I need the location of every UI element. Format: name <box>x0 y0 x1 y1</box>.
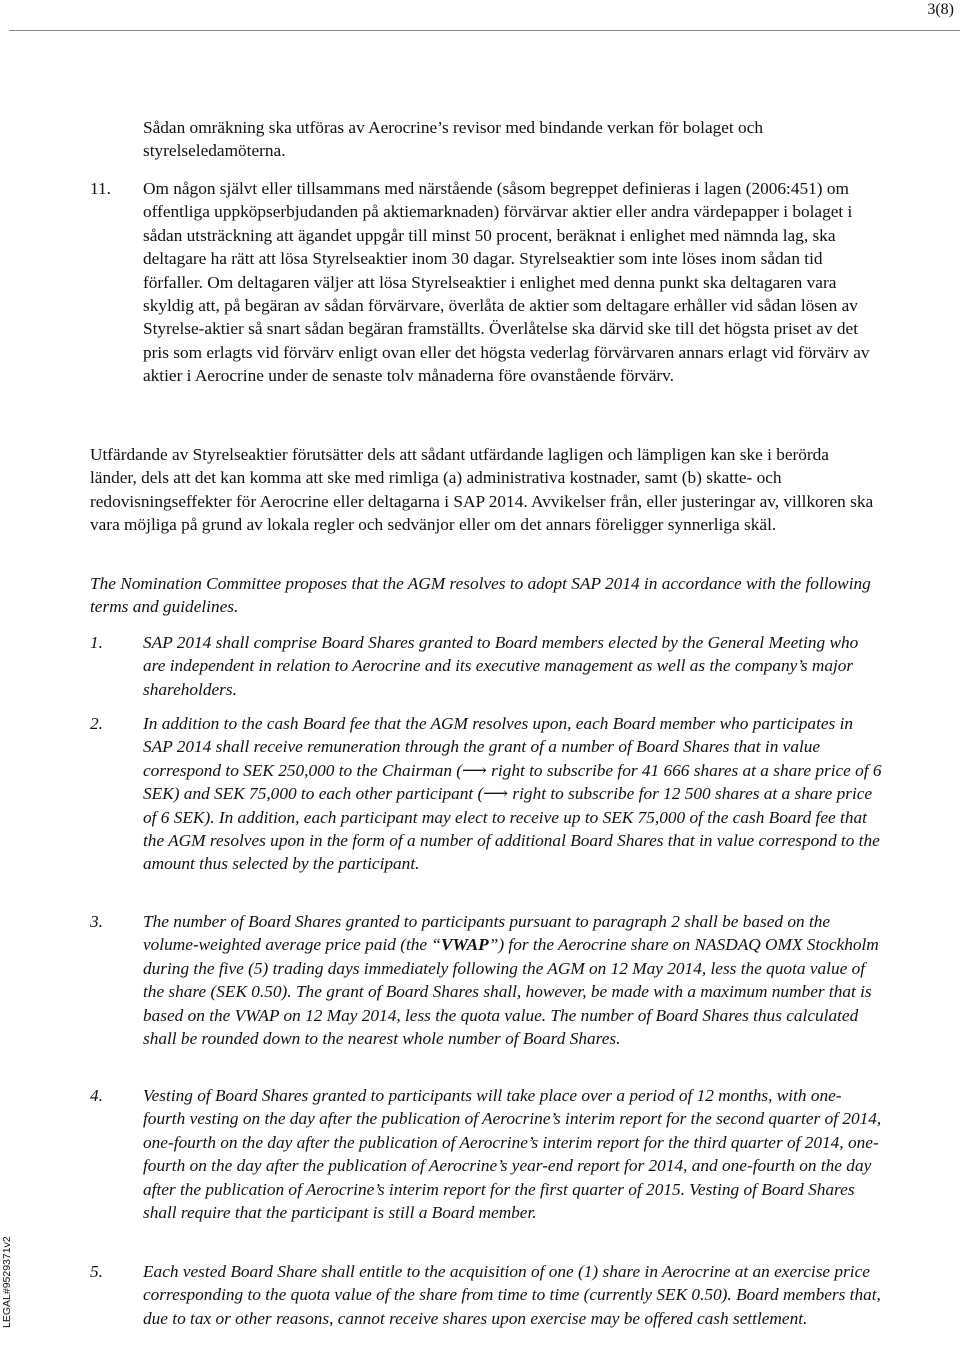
paragraph-nomination-intro: The Nomination Committee proposes that the AGM resolves to adopt SAP 2014 in accordance with the following terms and guidelines. <box>90 574 871 617</box>
item-number: 3. <box>90 912 103 931</box>
item-number: 1. <box>90 633 103 652</box>
item-text-part: The number of Board Shares granted to participants pursuant to paragraph 2 shall be based on the volume-weighted average price paid (the “ <box>143 912 831 955</box>
item-text: Om någon självt eller tillsammans med närstående (såsom begreppet definieras i lagen (2006:451) om offentliga uppköpserbjudanden på aktiemarknaden) förvärvar aktier eller andra värdepapper i bolaget i sådan utsträckning att ägandet uppgår till minst 50 procent, beräknat i enlighet med nämnda lag, ska deltagare ha rätt att lösa Styrelseaktier inom 30 dagar. Styrelseaktier som inte löses inom sådan tid förfaller. Om deltagaren väljer att lösa Styrelseaktier i enlighet med denna punkt ska deltagaren vara skyldig att, på begäran av sådan förvärvare, överlåta de aktier som deltagare erhåller vid sådan lösen av Styrelse-aktier så snart sådan begäran framställts. Överlåtelse ska därvid ske till det högsta priset av det pris som erlagts vid förvärv enligt ovan eller det högsta vederlag förvärvaren annars erlagt vid förvärv av aktier i Aerocrine under de senaste tolv månaderna före ovanstående förvärv. <box>143 179 870 386</box>
paragraph-issuance-conditions: Utfärdande av Styrelseaktier förutsätter dels att sådant utfärdande lagligen och lämpligen kan ske i berörda länder, dels att det kan komma att ske med rimliga (a) administrativa kostnader, samt (b) skatte- och redovisningseffekter för Aerocrine eller deltagarna i SAP 2014. Avvikelser från, eller justeringar av, villkoren ska vara möjliga på grund av lokala regler och sedvänjor eller om det annars föreligger synnerliga skäl. <box>90 445 874 535</box>
item-text: Each vested Board Share shall entitle to the acquisition of one (1) share in Aerocrine at an exercise price corresponding to the quota value of the share from time to time (currently SEK 0.50). Board members that, due to tax or other reasons, cannot receive shares upon exercise may be offered cash settlement. <box>143 1262 881 1328</box>
item-text: SAP 2014 shall comprise Board Shares granted to Board members elected by the General Meeting who are independent in relation to Aerocrine and its executive management as well as the company’s major shareholders. <box>143 633 859 699</box>
item-text-part: ”) for the Aerocrine share on NASDAQ OMX Stockholm during the five (5) trading days immediately following the AGM on 12 May 2014, less the quota value of the share (SEK 0.50). The grant of Board Shares shall, however, be made with a maximum number that is based on the VWAP on 12 May 2014, less the quota value. The number of Board Shares thus calculated shall be rounded down to the nearest whole number of Board Shares. <box>143 935 879 1049</box>
header-divider <box>9 30 960 31</box>
item-number: 5. <box>90 1262 103 1281</box>
item-text: Vesting of Board Shares granted to participants will take place over a period of 12 months, with one-fourth vesting on the day after the publication of Aerocrine’s interim report for the second quarter of 2014, one-fourth on the day after the publication of Aerocrine’s interim report for the third quarter of 2014, one-fourth on the day after the publication of Aerocrine’s year-end report for 2014, and one-fourth on the day after the publication of Aerocrine’s interim report for the first quarter of 2015. Vesting of Board Shares shall require that the participant is still a Board member. <box>143 1086 882 1223</box>
item-text: In addition to the cash Board fee that the AGM resolves upon, each Board member who participates in SAP 2014 shall receive remuneration through the grant of a number of Board Shares that in value correspond to SEK 250,000 to the Chairman (⟶ right to subscribe for 41 666 shares at a share price of 6 SEK) and SEK 75,000 to each other participant (⟶ right to subscribe for 12 500 shares at a share price of 6 SEK). In addition, each participant may elect to receive up to SEK 75,000 of the cash Board fee that the AGM resolves upon in the form of a number of additional Board Shares that in value correspond to the amount thus selected by the participant. <box>143 714 882 874</box>
item-number: 4. <box>90 1086 103 1105</box>
vwap-term: VWAP <box>441 935 489 955</box>
item-text <box>143 910 883 1050</box>
item-number: 11. <box>90 179 111 198</box>
document-reference: LEGAL#9529371v2 <box>1 1236 13 1328</box>
item-number: 2. <box>90 714 103 733</box>
page-number: 3(8) <box>927 1 954 18</box>
continuation-paragraph: Sådan omräkning ska utföras av Aerocrine’s revisor med bindande verkan för bolaget och styrelseledamöterna. <box>143 118 764 161</box>
